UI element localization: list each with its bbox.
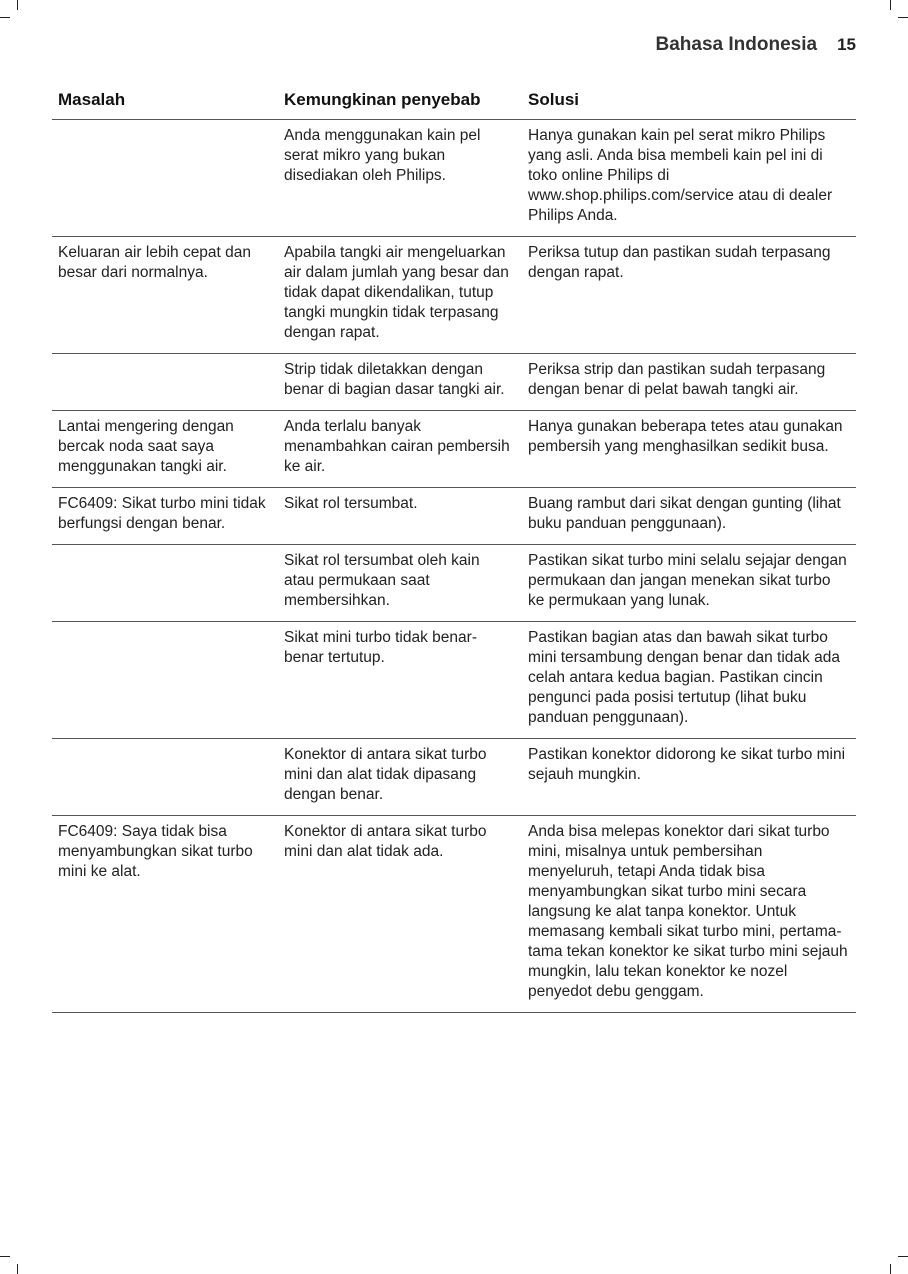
header-solution: Solusi bbox=[522, 86, 856, 120]
table-row bbox=[52, 237, 856, 354]
crop-mark-bottom-left-v bbox=[17, 1264, 18, 1274]
problem-cell: FC6409: Sikat turbo mini tidak berfungsi dengan benar. bbox=[52, 488, 278, 545]
cause-cell: Sikat rol tersumbat. bbox=[278, 488, 522, 545]
cause-cell: Sikat rol tersumbat oleh kain atau permukaan saat membersihkan. bbox=[278, 545, 522, 622]
cause-cell: Konektor di antara sikat turbo mini dan alat tidak dipasang dengan benar. bbox=[278, 739, 522, 816]
table-row bbox=[52, 354, 856, 411]
problem-cell bbox=[52, 545, 278, 622]
page-number: 15 bbox=[837, 35, 856, 54]
table-row bbox=[52, 739, 856, 816]
header-cause: Kemungkinan penyebab bbox=[278, 86, 522, 120]
crop-mark-bottom-right-h bbox=[898, 1256, 908, 1257]
troubleshooting-table bbox=[52, 86, 856, 1013]
problem-cell bbox=[52, 120, 278, 237]
crop-mark-top-right-h bbox=[898, 17, 908, 18]
solution-cell: Buang rambut dari sikat dengan gunting (lihat buku panduan penggunaan). bbox=[522, 488, 856, 545]
table-row bbox=[52, 120, 856, 237]
table-row bbox=[52, 545, 856, 622]
cause-cell: Konektor di antara sikat turbo mini dan alat tidak ada. bbox=[278, 816, 522, 1013]
crop-mark-top-right-v bbox=[890, 0, 891, 10]
solution-cell: Pastikan konektor didorong ke sikat turbo mini sejauh mungkin. bbox=[522, 739, 856, 816]
cause-cell: Strip tidak diletakkan dengan benar di bagian dasar tangki air. bbox=[278, 354, 522, 411]
cause-cell: Anda terlalu banyak menambahkan cairan pembersih ke air. bbox=[278, 411, 522, 488]
table-row bbox=[52, 488, 856, 545]
problem-cell bbox=[52, 739, 278, 816]
solution-cell: Pastikan sikat turbo mini selalu sejajar dengan permukaan dan jangan menekan sikat turbo ke permukaan yang lunak. bbox=[522, 545, 856, 622]
cause-cell: Apabila tangki air mengeluarkan air dalam jumlah yang besar dan tidak dapat dikendalikan, tutup tangki mungkin tidak terpasang dengan rapat. bbox=[278, 237, 522, 354]
problem-cell: Keluaran air lebih cepat dan besar dari normalnya. bbox=[52, 237, 278, 354]
language-label: Bahasa Indonesia bbox=[655, 34, 818, 55]
page-header bbox=[656, 34, 856, 56]
problem-cell: Lantai mengering dengan bercak noda saat saya menggunakan tangki air. bbox=[52, 411, 278, 488]
solution-cell: Periksa strip dan pastikan sudah terpasang dengan benar di pelat bawah tangki air. bbox=[522, 354, 856, 411]
solution-cell: Pastikan bagian atas dan bawah sikat turbo mini tersambung dengan benar dan tidak ada celah antara kedua bagian. Pastikan cincin pengunci pada posisi tertutup (lihat buku panduan penggunaan). bbox=[522, 622, 856, 739]
problem-cell: FC6409: Saya tidak bisa menyambungkan sikat turbo mini ke alat. bbox=[52, 816, 278, 1013]
problem-cell bbox=[52, 354, 278, 411]
cause-cell: Anda menggunakan kain pel serat mikro yang bukan disediakan oleh Philips. bbox=[278, 120, 522, 237]
table-row bbox=[52, 622, 856, 739]
table-row bbox=[52, 816, 856, 1013]
crop-mark-bottom-left-h bbox=[0, 1256, 10, 1257]
table-header-row bbox=[52, 86, 856, 120]
problem-cell bbox=[52, 622, 278, 739]
cause-cell: Sikat mini turbo tidak benar-benar tertutup. bbox=[278, 622, 522, 739]
crop-mark-top-left-h bbox=[0, 17, 10, 18]
header-problem: Masalah bbox=[52, 86, 278, 120]
crop-mark-top-left-v bbox=[17, 0, 18, 10]
solution-cell: Anda bisa melepas konektor dari sikat turbo mini, misalnya untuk pembersihan menyeluruh, tetapi Anda tidak bisa menyambungkan sikat turbo mini secara langsung ke alat tanpa konektor. Untuk memasang kembali sikat turbo mini, pertama-tama tekan konektor ke sikat turbo mini sejauh mungkin, lalu tekan konektor ke nozel penyedot debu genggam. bbox=[522, 816, 856, 1013]
solution-cell: Periksa tutup dan pastikan sudah terpasang dengan rapat. bbox=[522, 237, 856, 354]
table-row bbox=[52, 411, 856, 488]
crop-mark-bottom-right-v bbox=[890, 1264, 891, 1274]
solution-cell: Hanya gunakan kain pel serat mikro Philips yang asli. Anda bisa membeli kain pel ini di toko online Philips di www.shop.philips.com/service atau di dealer Philips Anda. bbox=[522, 120, 856, 237]
solution-cell: Hanya gunakan beberapa tetes atau gunakan pembersih yang menghasilkan sedikit busa. bbox=[522, 411, 856, 488]
